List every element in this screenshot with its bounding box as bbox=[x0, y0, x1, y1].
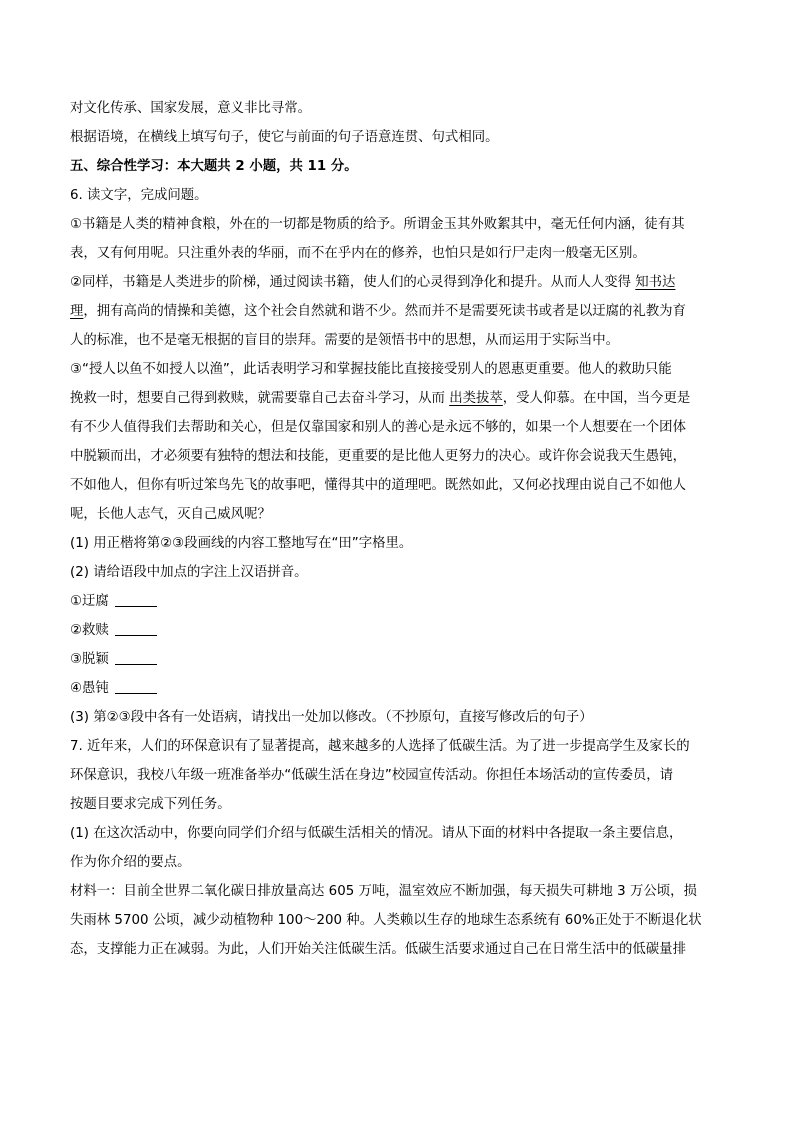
line-text: 材料一：目前全世界二氧化碳日排放量高达 605 万吨，温室效应不断加强，每天损失可耕地 3 万公顷，损 bbox=[70, 884, 697, 899]
line-text: 表，又有何用呢。只注重外表的华丽，而不在乎内在的修养，也怕只是如行尸走肉一般毫无区别。 bbox=[70, 246, 646, 261]
text-line bbox=[70, 500, 720, 529]
pinyin-item-label: ①迂腐 bbox=[70, 594, 109, 609]
text-line bbox=[70, 703, 720, 732]
text-line bbox=[70, 384, 720, 413]
text-line bbox=[70, 645, 720, 674]
line-text: 根据语境，在横线上填写句子，使它与前面的句子语意连贯、句式相同。 bbox=[70, 130, 499, 145]
text-line bbox=[70, 442, 720, 471]
line-text: 失雨林 5700 公顷，减少动植物种 100～200 种。人类赖以生存的地球生态系统有 60%正处于不断退化状 bbox=[70, 913, 702, 928]
underlined-text: 理 bbox=[70, 304, 84, 319]
line-text: 有不少人值得我们去帮助和关心，但是仅靠国家和别人的善心是永远不够的，如果一个人想要在一个团体 bbox=[70, 420, 686, 435]
line-text: 作为你介绍的要点。 bbox=[70, 855, 191, 870]
text-line bbox=[70, 181, 720, 210]
text-line bbox=[70, 239, 720, 268]
line-text: 7. 近年来，人们的环保意识有了显著提高，越来越多的人选择了低碳生活。为了进一步提高学生及家长的 bbox=[70, 739, 690, 754]
line-text: 挽救一时，想要自己得到救赎，就需要靠自己去奋斗学习，从而 bbox=[70, 391, 450, 406]
line-text: (1) 用正楷将第②③段画线的内容工整地写在“田”字格里。 bbox=[70, 536, 413, 551]
text-line bbox=[70, 819, 720, 848]
text-line bbox=[70, 587, 720, 616]
text-line bbox=[70, 210, 720, 239]
text-line bbox=[70, 558, 720, 587]
line-text: ②同样，书籍是人类进步的阶梯，通过阅读书籍，使人们的心灵得到净化和提升。从而人人变得 bbox=[70, 275, 636, 290]
line-text: ①书籍是人类的精神食粮，外在的一切都是物质的给予。所谓金玉其外败絮其中，毫无任何内涵，徒有其 bbox=[70, 217, 685, 232]
line-text: ，拥有高尚的情操和美德，这个社会自然就和谐不少。然而并不是需要死读书或者是以迂腐的礼教为育 bbox=[83, 304, 686, 319]
answer-blank[interactable] bbox=[115, 679, 157, 694]
line-text: 中脱颖而出，才必须要有独特的想法和技能，更重要的是比他人更努力的决心。或许你会说我天生愚钝， bbox=[70, 449, 686, 464]
pinyin-item-label: ②救赎 bbox=[70, 623, 109, 638]
section-heading: 五、综合性学习：本大题共 2 小题，共 11 分。 bbox=[70, 159, 358, 174]
text-line bbox=[70, 471, 720, 500]
text-line bbox=[70, 616, 720, 645]
text-line bbox=[70, 674, 720, 703]
text-line bbox=[70, 326, 720, 355]
text-line bbox=[70, 268, 720, 297]
text-line bbox=[70, 848, 720, 877]
line-text: 对文化传承、国家发展，意义非比寻常。 bbox=[70, 101, 312, 116]
underlined-text: 知书达 bbox=[635, 275, 676, 290]
underlined-text: 出类拔萃 bbox=[449, 391, 503, 406]
answer-blank[interactable] bbox=[115, 650, 157, 665]
text-line bbox=[70, 152, 720, 181]
answer-blank[interactable] bbox=[115, 592, 157, 607]
line-text: 按题目要求完成下列任务。 bbox=[70, 797, 231, 812]
answer-blank[interactable] bbox=[115, 621, 157, 636]
document-page bbox=[70, 94, 720, 964]
line-text: 呢，长他人志气，灭自己威风呢？ bbox=[70, 507, 271, 522]
text-line bbox=[70, 732, 720, 761]
text-line bbox=[70, 906, 720, 935]
text-line bbox=[70, 94, 720, 123]
pinyin-item-label: ④愚钝 bbox=[70, 681, 109, 696]
text-line bbox=[70, 355, 720, 384]
line-text: (2) 请给语段中加点的字注上汉语拼音。 bbox=[70, 565, 308, 580]
pinyin-item-label: ③脱颖 bbox=[70, 652, 109, 667]
text-line bbox=[70, 790, 720, 819]
line-text: ，受人仰慕。在中国，当今更是 bbox=[502, 391, 691, 406]
text-line bbox=[70, 123, 720, 152]
line-text: (3) 第②③段中各有一处语病，请找出一处加以修改。（不抄原句，直接写修改后的句子） bbox=[70, 710, 593, 725]
text-line bbox=[70, 877, 720, 906]
text-line bbox=[70, 413, 720, 442]
text-line bbox=[70, 935, 720, 964]
text-line bbox=[70, 761, 720, 790]
line-text: 人的标准，也不是毫无根据的盲目的崇拜。需要的是领悟书中的思想，从而运用于实际当中。 bbox=[70, 333, 620, 348]
line-text: ③“授人以鱼不如授人以渔”，此话表明学习和掌握技能比直接接受别人的恩惠更重要。他人的救助只能 bbox=[70, 362, 672, 377]
line-text: 6. 读文字，完成问题。 bbox=[70, 188, 208, 203]
text-line bbox=[70, 529, 720, 558]
line-text: 环保意识，我校八年级一班准备举办“低碳生活在身边”校园宣传活动。你担任本场活动的宣传委员，请 bbox=[70, 768, 674, 783]
text-line bbox=[70, 297, 720, 326]
line-text: (1) 在这次活动中，你要向同学们介绍与低碳生活相关的情况。请从下面的材料中各提取一条主要信息， bbox=[70, 826, 683, 841]
line-text: 态，支撑能力正在减弱。为此，人们开始关注低碳生活。低碳生活要求通过自己在日常生活中的低碳量排 bbox=[70, 942, 686, 957]
line-text: 不如他人，但你有听过笨鸟先飞的故事吧，懂得其中的道理吧。既然如此，又何必找理由说自己不如他人 bbox=[70, 478, 686, 493]
